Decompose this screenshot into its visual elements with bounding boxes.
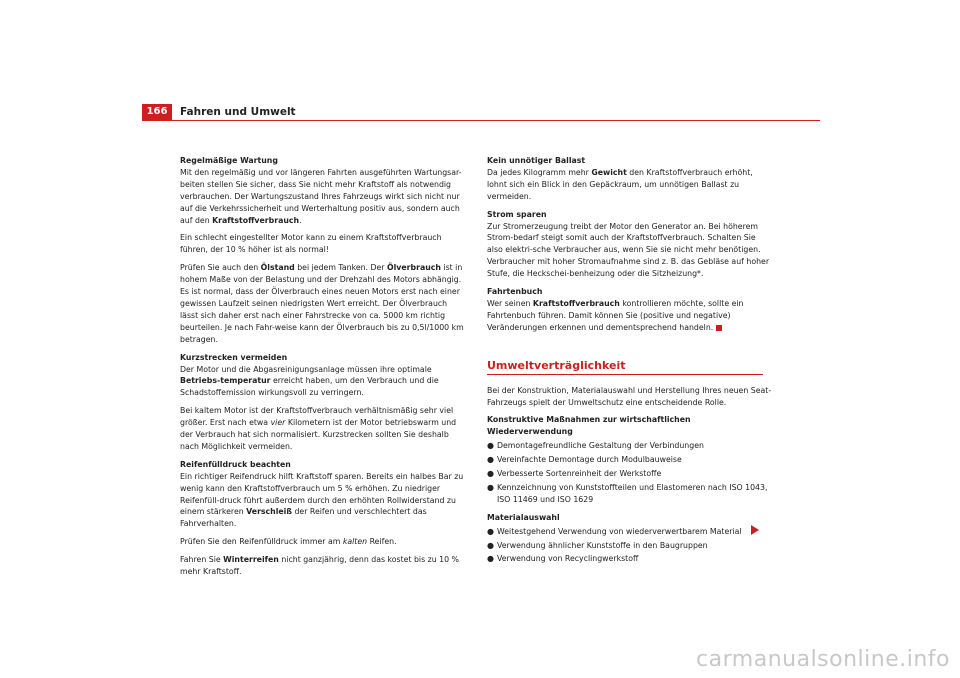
list-item — [487, 468, 772, 480]
bullet-icon: ● — [487, 554, 494, 564]
text: . — [299, 215, 302, 225]
page-header-title: Fahren und Umwelt — [180, 106, 296, 118]
text: Ein richtiger Reifendruck hilft Kraftstoff sparen. Bereits ein halbes Bar zu wenig kann den Kraftstoffverbrauch um 5 % erhöhen. Zu niedriger Reifenfüll-druck führt außerdem durch den erhöhten Rollwiderstand zu einem stärkeren — [180, 471, 464, 517]
bold-text: Ölstand — [260, 263, 295, 273]
bullet-icon: ● — [487, 469, 494, 479]
list-item-text: Kennzeichnung von Kunststoffteilen und Elastomeren nach ISO 1043, ISO 11469 und ISO 1629 — [497, 482, 768, 504]
paragraph — [180, 554, 465, 578]
paragraph — [180, 536, 465, 548]
header-divider — [142, 120, 820, 121]
paragraph: Zur Stromerzeugung treibt der Motor den Generator an. Bei höherem Strom-bedarf steigt somit auch der Kraftstoffverbrauch. Schalten Sie also elektri-sche Verbraucher aus, wenn Sie sie nicht mehr benötigen. Verbraucher mit hoher Stromaufnahme sind z. B. das Gebläse auf hoher Stufe, die Heckschei-benheizung oder die Sitzheizung*. — [487, 221, 770, 279]
list-item — [487, 454, 772, 466]
heading-short-trips: Kurzstrecken vermeiden — [180, 352, 288, 362]
list-item — [487, 540, 772, 552]
list-materials — [487, 512, 772, 566]
section-end-marker-icon — [716, 325, 722, 331]
section-title-environment: Umweltverträglichkeit — [487, 360, 763, 375]
text: nicht ganzjährig, denn das kostet bis zu 10 % mehr Kraftstoff. — [180, 555, 459, 577]
heading-ballast: Kein unnötiger Ballast — [487, 156, 586, 165]
paragraph: Ein schlecht eingestellter Motor kann zu einem Kraftstoffverbrauch führen, der 10 % höher ist als normal! — [180, 233, 442, 255]
text: erreicht haben, um den Verbrauch und die Schadstoffemission wirkungsvoll zu verringern. — [180, 376, 439, 398]
paragraph — [180, 364, 465, 400]
paragraph — [180, 262, 465, 345]
heading-maintenance: Regelmäßige Wartung — [180, 156, 278, 165]
text: Bei kaltem Motor ist der Kraftstoffverbrauch verhältnismäßig sehr viel größer. Erst nach etwa — [180, 406, 454, 428]
italic-text: vier — [270, 418, 286, 428]
heading-tyre-pressure: Reifenfülldruck beachten — [180, 459, 291, 469]
list-item — [487, 553, 772, 565]
list-item — [487, 440, 772, 452]
text: Fahren Sie — [180, 555, 224, 565]
text: der Reifen und verschlechtert das Fahrverhalten. — [180, 507, 427, 529]
bold-text: Kraftstoffverbrauch — [212, 215, 300, 225]
list-recycling — [487, 414, 772, 505]
section-ballast — [487, 155, 772, 203]
paragraph — [180, 167, 465, 227]
heading-recycling: Konstruktive Maßnahmen zur wirtschaftlichen Wiederverwendung — [487, 415, 691, 437]
paragraph — [487, 298, 772, 334]
watermark: carmanualsonline.info — [696, 647, 950, 672]
text: Da jedes Kilogramm mehr — [487, 167, 592, 177]
section-logbook — [487, 286, 772, 334]
list-item — [487, 526, 772, 538]
section-short-trips — [180, 352, 465, 400]
list-item-text: Demontagefreundliche Gestaltung der Verbindungen — [497, 441, 704, 451]
text: Wer seinen — [487, 298, 533, 308]
section-maintenance — [180, 155, 465, 226]
italic-text: kalten — [342, 537, 368, 547]
text: Der Motor und die Abgasreinigungsanlage müssen ihre optimale — [180, 364, 432, 374]
heading-save-power: Strom sparen — [487, 209, 547, 219]
bullet-icon: ● — [487, 455, 494, 465]
bullet-icon: ● — [487, 526, 494, 536]
text: Prüfen Sie den Reifenfülldruck immer am — [180, 537, 343, 547]
heading-logbook: Fahrtenbuch — [487, 287, 543, 297]
text: Prüfen Sie auch den — [180, 263, 261, 273]
list-item — [487, 482, 772, 506]
bold-text: Verschleiß — [246, 507, 292, 517]
bold-text: Ölverbrauch — [387, 263, 441, 273]
heading-materials: Materialauswahl — [487, 512, 560, 522]
left-column — [180, 155, 465, 584]
text: bei jedem Tanken. Der — [294, 263, 387, 273]
bold-text: Betriebs-temperatur — [180, 376, 271, 386]
paragraph — [180, 405, 465, 453]
bold-text: Gewicht — [591, 167, 627, 177]
text: Mit den regelmäßig und vor längeren Fahrten ausgeführten Wartungsar-beiten stellen Sie sicher, dass Sie nicht mehr Kraftstoff als notwendig verbrauchen. Der Wartungszustand Ihres Fahrzeugs wirkt sich nicht nur auf die Verkehrssicherheit und Werterhaltung positiv aus, sondern auch auf den — [180, 167, 462, 225]
list-item-text: Weitestgehend Verwendung von wiederverwertbarem Material — [497, 526, 742, 536]
bold-text: Kraftstoffverbrauch — [532, 298, 620, 308]
bullet-icon: ● — [487, 540, 494, 550]
text: den Kraftstoffverbrauch erhöht, lohnt sich ein Blick in den Gepäckraum, um unnötigen Ballast zu vermeiden. — [487, 167, 753, 201]
page-number: 166 — [142, 104, 172, 120]
right-column — [487, 155, 772, 571]
next-page-arrow-icon[interactable] — [751, 525, 759, 535]
bullet-icon: ● — [487, 441, 494, 451]
list-item-text: Vereinfachte Demontage durch Modulbauweise — [497, 455, 682, 465]
paragraph — [180, 471, 465, 531]
bullet-icon: ● — [487, 482, 494, 492]
text: ist in hohem Maße von der Belastung und der Drehzahl des Motors abhängig. Es ist normal, dass der Ölverbrauch eines neuen Motors erst nach einer gewissen Laufzeit seinen niedrigsten Wert erreicht. Der Ölverbrauch lässt sich daher erst nach einer Fahrstrecke von ca. 5000 km richtig beurteilen. Je nach Fahr-weise kann der Ölverbrauch bis zu 0,5l/1000 km betragen. — [180, 263, 464, 344]
bold-text: Winterreifen — [223, 555, 279, 565]
list-item-text: Verwendung ähnlicher Kunststoffe in den Baugruppen — [497, 540, 708, 550]
text: Kilometern ist der Motor betriebswarm und der Verbrauch hat sich normalisiert. Kurzstrecken sollten Sie deshalb nach Möglichkeit vermeiden. — [180, 418, 457, 451]
text: kontrollieren möchte, sollte ein Fahrtenbuch führen. Damit können Sie (positive und negative) Veränderungen erkennen und dementsprechend handeln. — [487, 298, 744, 332]
list-item-text: Verbesserte Sortenreinheit der Werkstoffe — [497, 469, 662, 479]
paragraph: Bei der Konstruktion, Materialauswahl und Herstellung Ihres neuen Seat-Fahrzeugs spielt der Umweltschutz eine entscheidende Rolle. — [487, 385, 772, 407]
section-save-power — [487, 209, 772, 280]
paragraph — [487, 167, 772, 203]
text: Reifen. — [367, 537, 397, 547]
section-tyre-pressure — [180, 459, 465, 530]
list-item-text: Verwendung von Recyclingwerkstoff — [497, 554, 639, 564]
